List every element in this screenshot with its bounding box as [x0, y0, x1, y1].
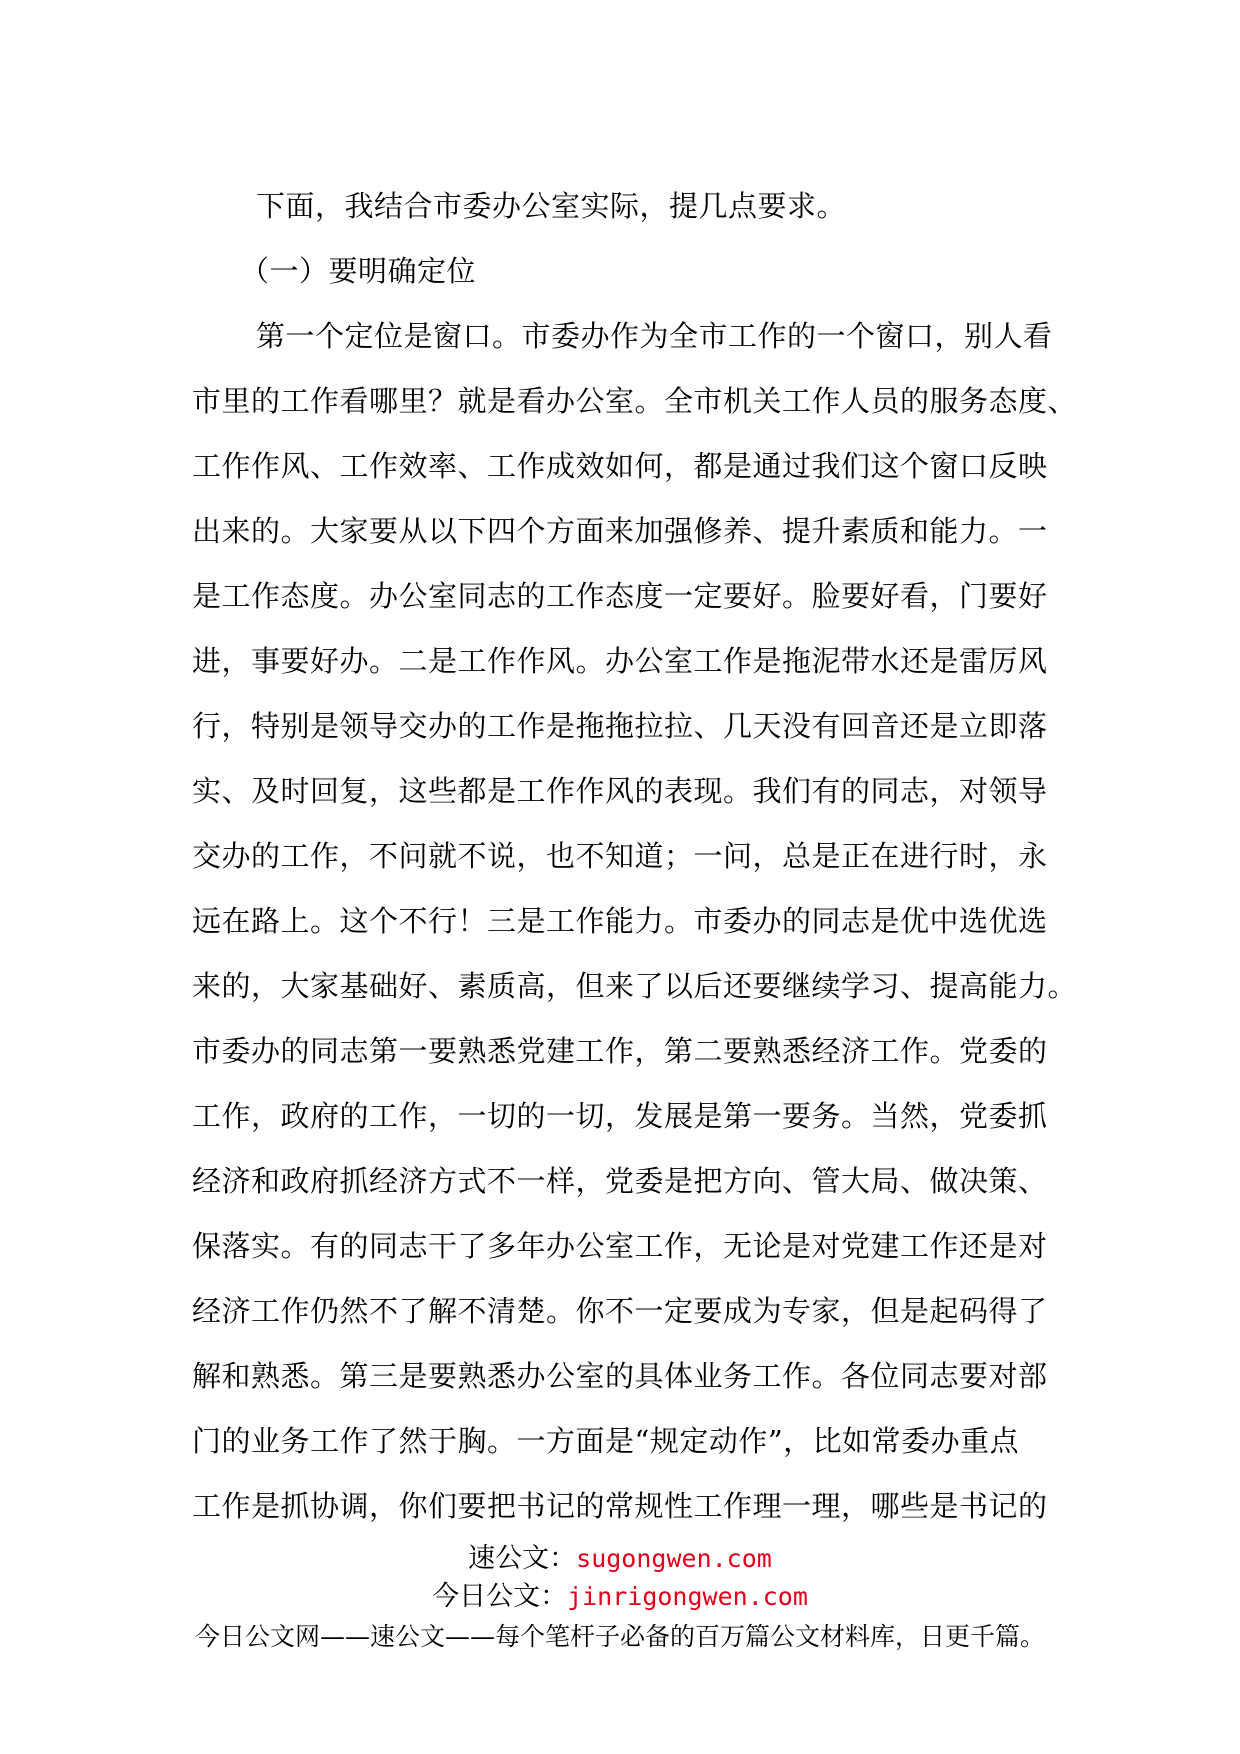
footer-label-sugongwen: 速公文： — [468, 1543, 577, 1574]
paragraph-line: 保落实。有的同志干了多年办公室工作，无论是对党建工作还是对 — [192, 1229, 1048, 1263]
jinrigongwen-link[interactable]: jinrigongwen.com — [567, 1582, 808, 1611]
paragraph-line: 工作是抓协调，你们要把书记的常规性工作理一理，哪些是书记的 — [192, 1489, 1048, 1523]
footer-row-jinrigongwen — [0, 1578, 1240, 1616]
paragraph-line: 交办的工作，不问就不说，也不知道；一问，总是正在进行时，永 — [192, 839, 1048, 873]
paragraph-line: 市委办的同志第一要熟悉党建工作，第二要熟悉经济工作。党委的 — [192, 1034, 1048, 1068]
paragraph-line: 门的业务工作了然于胸。一方面是“规定动作”，比如常委办重点 — [192, 1424, 1020, 1458]
paragraph-intro: 下面，我结合市委办公室实际，提几点要求。 — [256, 189, 847, 223]
paragraph-line: 行，特别是领导交办的工作是拖拖拉拉、几天没有回音还是立即落 — [192, 709, 1048, 743]
paragraph-line: 工作作风、工作效率、工作成效如何，都是通过我们这个窗口反映 — [192, 449, 1048, 483]
footer-label-jinrigongwen: 今日公文： — [432, 1581, 568, 1612]
paragraph-line: 出来的。大家要从以下四个方面来加强修养、提升素质和能力。一 — [192, 514, 1048, 548]
sugongwen-link[interactable]: sugongwen.com — [576, 1544, 772, 1573]
paragraph-line: 来的，大家基础好、素质高，但来了以后还要继续学习、提高能力。 — [192, 969, 1078, 1003]
paragraph-line: 解和熟悉。第三是要熟悉办公室的具体业务工作。各位同志要对部 — [192, 1359, 1048, 1393]
section-heading: （一）要明确定位 — [240, 254, 477, 288]
paragraph-line: 是工作态度。办公室同志的工作态度一定要好。脸要好看，门要好 — [192, 579, 1048, 613]
paragraph-line: 进，事要好办。二是工作作风。办公室工作是拖泥带水还是雷厉风 — [192, 644, 1048, 678]
paragraph-line: 经济工作仍然不了解不清楚。你不一定要成为专家，但是起码得了 — [192, 1294, 1048, 1328]
paragraph-line: 市里的工作看哪里？就是看办公室。全市机关工作人员的服务态度、 — [192, 384, 1078, 418]
paragraph-line: 第一个定位是窗口。市委办作为全市工作的一个窗口，别人看 — [256, 319, 1053, 353]
document-body — [192, 174, 1078, 1539]
paragraph-line: 经济和政府抓经济方式不一样，党委是把方向、管大局、做决策、 — [192, 1164, 1048, 1198]
footer-row-sugongwen — [0, 1540, 1240, 1578]
footer-slogan: 今日公文网——速公文——每个笔杆子必备的百万篇公文材料库，日更千篇。 — [194, 1622, 1045, 1651]
paragraph-line: 实、及时回复，这些都是工作作风的表现。我们有的同志，对领导 — [192, 774, 1048, 808]
paragraph-line: 工作，政府的工作，一切的一切，发展是第一要务。当然，党委抓 — [192, 1099, 1048, 1133]
footer — [0, 1540, 1240, 1656]
paragraph-line: 远在路上。这个不行！三是工作能力。市委办的同志是优中选优选 — [192, 904, 1048, 938]
